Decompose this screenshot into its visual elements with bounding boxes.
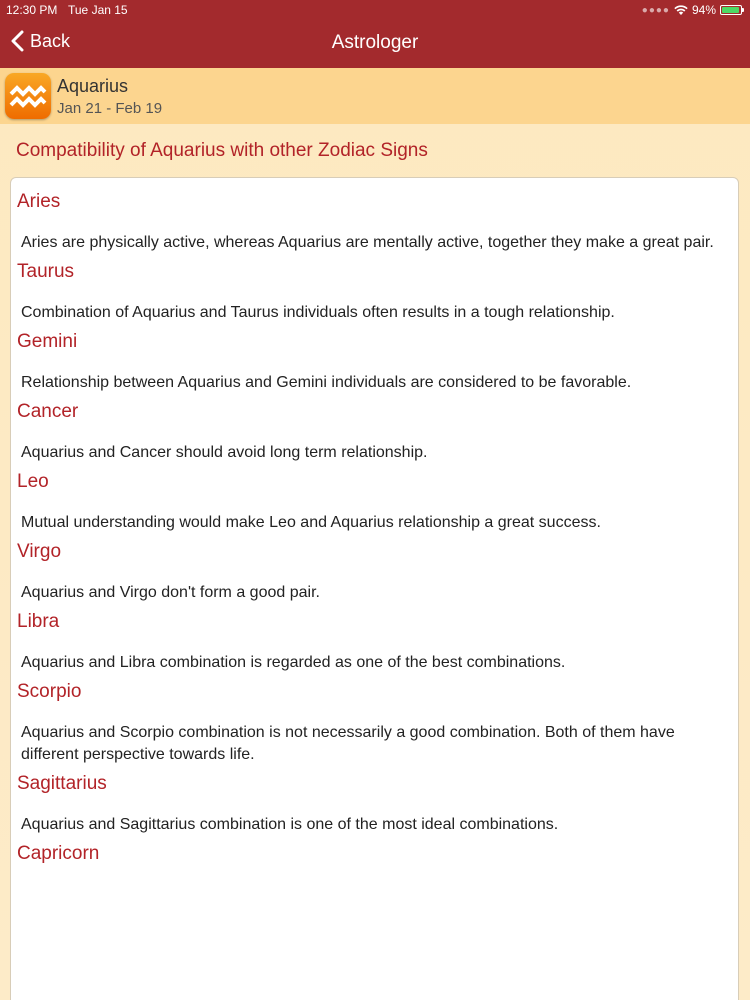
entry-sign-gemini[interactable]: Gemini: [17, 331, 78, 352]
entry-description: Aquarius and Scorpio combination is not necessarily a good combination. Both of them have different perspective towards life.: [21, 724, 675, 763]
list-item: [11, 470, 738, 540]
entry-sign-virgo[interactable]: Virgo: [17, 541, 62, 562]
section-title: Compatibility of Aquarius with other Zodiac Signs: [16, 140, 428, 161]
list-item: [11, 260, 738, 330]
entry-sign-taurus[interactable]: Taurus: [17, 261, 75, 282]
navigation-bar: [0, 0, 750, 68]
entry-description: Aquarius and Cancer should avoid long term relationship.: [21, 444, 428, 461]
entry-sign-libra[interactable]: Libra: [17, 611, 60, 632]
list-item: [11, 680, 738, 772]
list-item: [11, 772, 738, 842]
entry-sign-capricorn[interactable]: Capricorn: [17, 843, 100, 864]
aquarius-icon: [5, 73, 51, 119]
status-indicators: [642, 3, 742, 17]
battery-percent: 94%: [691, 3, 716, 17]
wifi-icon: [674, 5, 688, 16]
entry-description: Aries are physically active, whereas Aquarius are mentally active, together they make a great pair.: [21, 234, 714, 251]
page-title: Astrologer: [331, 32, 419, 53]
back-label: Back: [30, 30, 71, 51]
sign-dates: Jan 21 - Feb 19: [57, 100, 163, 117]
list-item: [11, 190, 738, 260]
sign-header: [0, 68, 750, 124]
entry-description: Aquarius and Sagittarius combination is one of the most ideal combinations.: [21, 816, 559, 833]
list-item: [11, 400, 738, 470]
list-item: [11, 540, 738, 610]
list-item: [11, 610, 738, 680]
entry-description: Aquarius and Virgo don't form a good pair.: [21, 584, 320, 601]
battery-icon: [720, 5, 742, 15]
entry-description: Aquarius and Libra combination is regarded as one of the best combinations.: [21, 654, 566, 671]
entry-sign-cancer[interactable]: Cancer: [17, 401, 79, 422]
battery-level-fill: [722, 7, 739, 13]
entry-description: Relationship between Aquarius and Gemini individuals are considered to be favorable.: [21, 374, 632, 391]
compatibility-list[interactable]: [10, 177, 739, 1000]
entry-sign-aries[interactable]: Aries: [17, 191, 61, 212]
sign-name: Aquarius: [57, 76, 129, 96]
entry-description: Mutual understanding would make Leo and Aquarius relationship a great success.: [21, 514, 601, 531]
entry-sign-sagittarius[interactable]: Sagittarius: [17, 773, 107, 794]
entry-description: Combination of Aquarius and Taurus individuals often results in a tough relationship.: [21, 304, 615, 321]
list-item: [11, 842, 738, 866]
status-date: Tue Jan 15: [68, 3, 128, 17]
entry-sign-scorpio[interactable]: Scorpio: [17, 681, 82, 702]
status-time: 12:30 PM: [6, 3, 58, 17]
list-item: [11, 330, 738, 400]
signal-icon: ●●●●: [641, 4, 670, 16]
entry-sign-leo[interactable]: Leo: [17, 471, 49, 492]
